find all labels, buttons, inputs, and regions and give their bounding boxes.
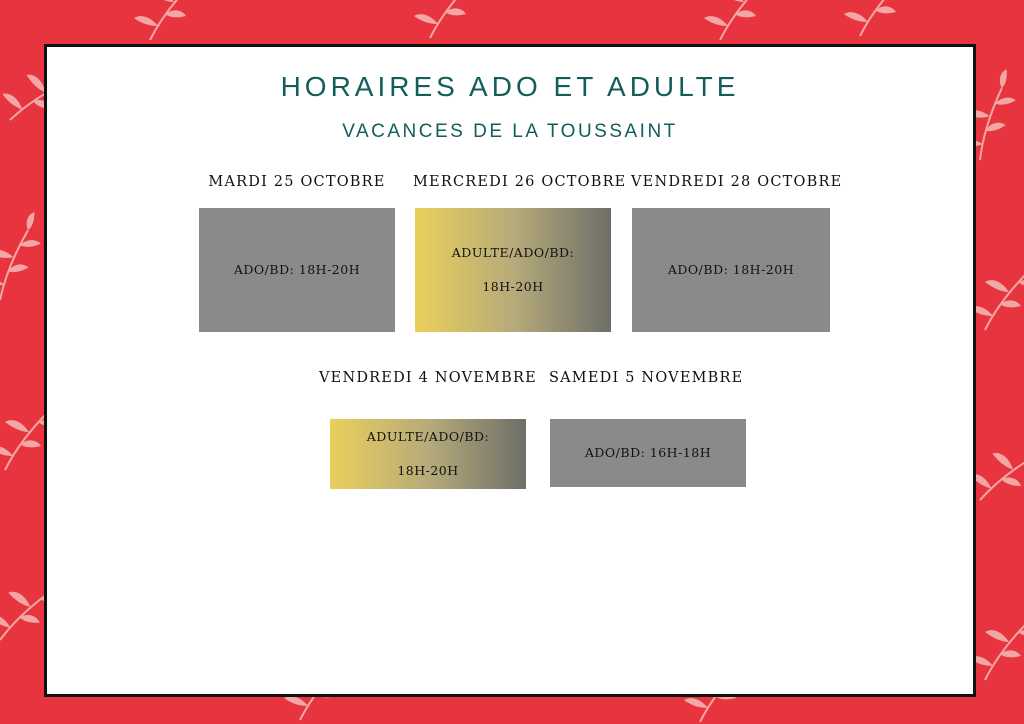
slot-box-samedi-5 xyxy=(550,419,746,487)
slot-box-vendredi-4 xyxy=(330,419,526,489)
slot-box-vendredi-28 xyxy=(632,208,830,332)
page-title: HORAIRES ADO ET ADULTE xyxy=(280,71,740,102)
page-subtitle: VACANCES DE LA TOUSSAINT xyxy=(342,121,678,142)
day-label-mercredi-26: MERCREDI 26 OCTOBRE xyxy=(413,174,627,190)
slot-text-line-1: ADULTE/ADO/BD: xyxy=(366,429,490,444)
slot-text: ADO/BD: 18H-20H xyxy=(667,262,795,277)
slot-text: ADO/BD: 16H-18H xyxy=(584,445,712,460)
slot-box-mardi-25 xyxy=(199,208,395,332)
day-label-vendredi-28: VENDREDI 28 OCTOBRE xyxy=(631,174,843,190)
slot-text-line-2: 18H-20H xyxy=(397,463,459,478)
day-label-vendredi-4: VENDREDI 4 NOVEMBRE xyxy=(319,370,537,386)
slot-box-mercredi-26 xyxy=(415,208,611,332)
slot-text-line-1: ADULTE/ADO/BD: xyxy=(451,245,575,260)
slot-text: ADO/BD: 18H-20H xyxy=(233,262,361,277)
schedule-card xyxy=(44,44,976,697)
day-label-samedi-5: SAMEDI 5 NOVEMBRE xyxy=(549,370,744,386)
day-label-mardi-25: MARDI 25 OCTOBRE xyxy=(208,174,386,190)
slot-text-line-2: 18H-20H xyxy=(482,279,544,294)
